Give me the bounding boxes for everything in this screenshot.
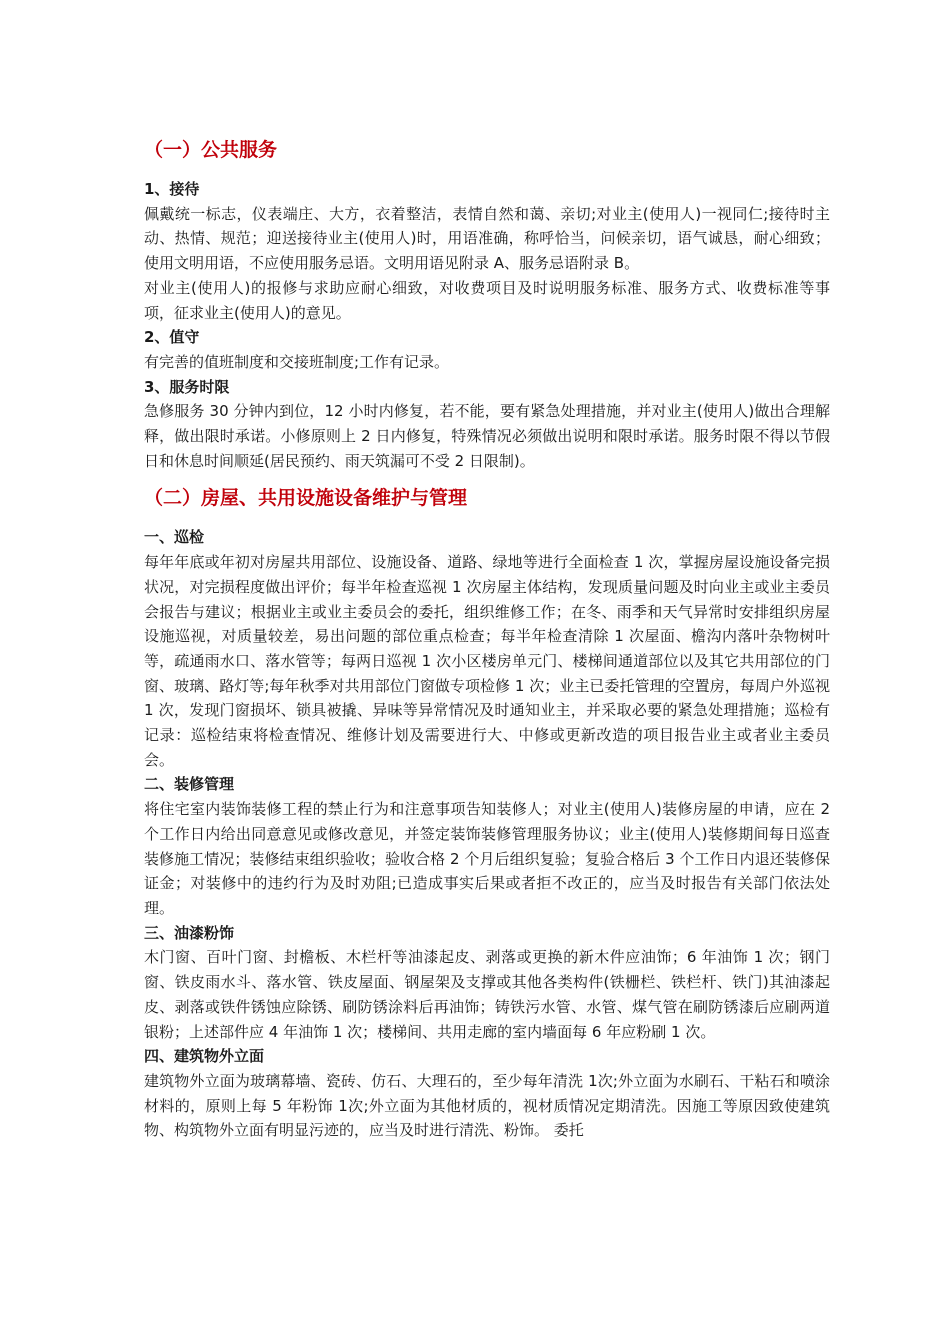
paragraph-paint: 木门窗、百叶门窗、封檐板、木栏杆等油漆起皮、剥落或更换的新木件应油饰；6 年油饰 1 次；钢门窗、铁皮雨水斗、落水管、铁皮屋面、钢屋架及支撑或其他各类构件(铁栅栏、铁栏杆、铁门)其油漆起皮、剥落或铁件锈蚀应除锈、刷防锈涂料后再油饰；铸铁污水管、水管、煤气管在刷防锈漆后应刷两道银粉；上述部件应 4 年油饰 1 次；楼梯间、共用走廊的室内墙面每 6 年应粉刷 1 次。 (144, 948, 830, 1041)
heading-paint: 三、油漆粉饰 (144, 923, 235, 942)
paragraph-patrol: 每年年底或年初对房屋共用部位、设施设备、道路、绿地等进行全面检查 1 次，掌握房屋设施设备完损状况，对完损程度做出评价；每半年检查巡视 1 次房屋主体结构，发现质量问题及时向业主或业主委员会报告与建议；根据业主或业主委员会的委托，组织维修工作；在冬、雨季和天气异常时安排组织房屋设施巡视，对质量较差，易出问题的部位重点检查；每半年检查清除 1 次屋面、檐沟内落叶杂物树叶等，疏通雨水口、落水管等；每两日巡视 1 次小区楼房单元门、楼梯间通道部位以及其它共用部位的门窗、玻璃、路灯等;每年秋季对共用部位门窗做专项检修 1 次；业主已委托管理的空置房，每周户外巡视 1 次，发现门窗损坏、锁具被撬、异味等异常情况及时通知业主，并采取必要的紧急处理措施；巡检有记录：巡检结束将检查情况、维修计划及需要进行大、中修或更新改造的项目报告业主或者业主委员会。 (144, 553, 830, 769)
paragraph-renovation: 将住宅室内装饰装修工程的禁止行为和注意事项告知装修人；对业主(使用人)装修房屋的申请，应在 2 个工作日内给出同意意见或修改意见，并签定装饰装修管理服务协议；业主(使用人)装修期间每日巡查装修施工情况；装修结束组织验收；验收合格 2 个月后组织复验；复验合格后 3 个工作日内退还装修保证金；对装修中的违约行为及时劝阻;已造成事实后果或者拒不改正的，应当及时报告有关部门依法处理。 (144, 800, 830, 917)
heading-patrol: 一、巡检 (144, 528, 205, 547)
section-title-facility-maintenance: （二）房屋、共用设施设备维护与管理 (144, 487, 468, 510)
section-title-public-service: （一）公共服务 (144, 139, 278, 161)
paragraph-reception-2: 对业主(使用人)的报修与求助应耐心细致，对收费项目及时说明服务标准、服务方式、收费标准等事项，征求业主(使用人)的意见。 (144, 278, 830, 322)
heading-reception: 1、接待 (144, 180, 200, 198)
heading-time-limit: 3、服务时限 (144, 377, 230, 396)
paragraph-facade: 建筑物外立面为玻璃幕墙、瓷砖、仿石、大理石的，至少每年清洗 1次;外立面为水刷石、干粘石和喷涂材料的，原则上每 5 年粉饰 1次;外立面为其他材质的，视材质情况定期清洗。因施工等原因致使建筑物、构筑物外立面有明显污迹的，应当及时进行清洗、粉饰。 委托 (144, 1071, 830, 1140)
paragraph-reception-1: 佩戴统一标志，仪表端庄、大方，衣着整洁，表情自然和蔼、亲切;对业主(使用人)一视同仁;接待时主动、热情、规范；迎送接待业主(使用人)时，用语准确，称呼恰当，问候亲切，语气诚恳，耐心细致；使用文明用语，不应使用服务忌语。文明用语见附录 A、服务忌语附录 B。 (144, 204, 830, 273)
paragraph-time-limit: 急修服务 30 分钟内到位，12 小时内修复，若不能，要有紧急处理措施，并对业主(使用人)做出合理解释，做出限时承诺。小修原则上 2 日内修复，特殊情况必须做出说明和限时承诺。服务时限不得以节假日和休息时间顺延(居民预约、雨天筑漏可不受 2 日限制)。 (144, 402, 830, 470)
heading-renovation: 二、装修管理 (144, 775, 235, 794)
heading-duty: 2、值守 (144, 328, 200, 347)
paragraph-duty: 有完善的值班制度和交接班制度;工作有记录。 (144, 352, 450, 371)
heading-facade: 四、建筑物外立面 (144, 1047, 265, 1066)
